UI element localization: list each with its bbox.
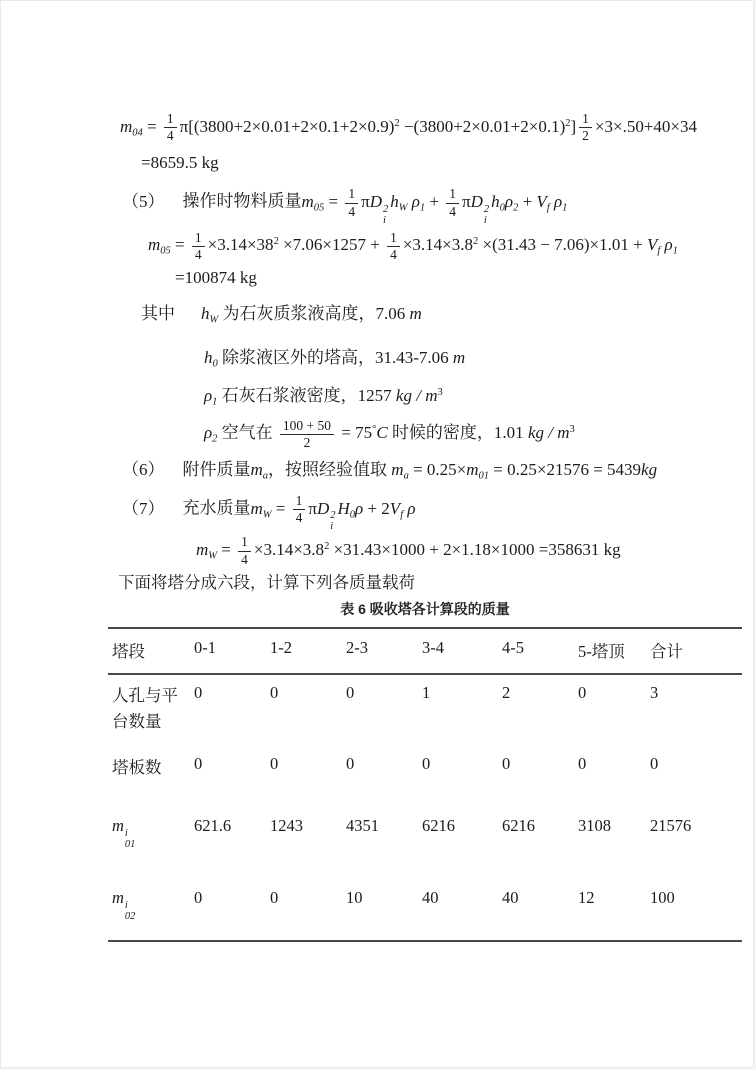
table-cell: 12 <box>578 888 595 908</box>
row-label <box>108 794 190 866</box>
row-label-m01-formula <box>112 816 137 851</box>
it-token: V <box>389 498 401 518</box>
table-cell: 3108 <box>578 816 611 836</box>
sub-token: W <box>398 202 408 214</box>
note-hw <box>201 304 422 326</box>
table-cell: 0 <box>194 683 203 703</box>
it-token: kg / m <box>395 386 438 406</box>
sub-token: W <box>208 550 218 562</box>
table-cell: 3 <box>650 683 659 703</box>
formula-m05-calculation <box>148 230 742 263</box>
qizhong-label: 其中 <box>141 304 175 324</box>
table-title: 表 6 吸收塔各计算段的质量 <box>340 601 510 618</box>
it-token: H <box>337 498 350 518</box>
item-5-line <box>122 186 742 225</box>
row-label: 塔板数 <box>112 758 162 778</box>
formula-mw-calc-expression <box>196 534 621 567</box>
sub-token: 2 <box>212 433 218 445</box>
t-token: = 0.25×21576 = 5439 <box>489 459 642 479</box>
it-token: m <box>196 539 209 559</box>
t-token: 时候的密度，1.01 <box>387 423 528 443</box>
sub-token: 1 <box>672 246 678 258</box>
document-content <box>108 111 742 942</box>
table-row-manholes <box>108 674 742 740</box>
it-token: ρ <box>504 192 514 212</box>
it-token: V <box>536 192 547 212</box>
t-token: + 2 <box>363 498 390 518</box>
it-token: V <box>646 235 658 255</box>
t-token: π[(3800+2×0.01+2×0.1+2×0.9) <box>179 116 395 136</box>
t-token: ×31.43×1000 + 2×1.18×1000 =358631 kg <box>329 539 621 559</box>
table-row-plates <box>108 740 742 794</box>
it-token: m <box>466 459 479 479</box>
col-header-2-3: 2-3 <box>346 638 368 658</box>
t-token: ×(31.43 − 7.06)×1.01 + <box>478 235 647 255</box>
sub-token: 2 <box>513 202 519 214</box>
it-token: h <box>390 192 399 212</box>
t-token: + <box>518 192 537 212</box>
subsup-token: i 02 <box>124 899 136 922</box>
t-token: = <box>271 498 290 518</box>
item-7-number: （7） <box>122 498 165 518</box>
sub-token: f <box>546 202 550 214</box>
table-cell: 0 <box>270 888 279 908</box>
table-cell: 0 <box>270 683 279 703</box>
table-cell: 0 <box>422 754 431 774</box>
t-token: = 0.25× <box>408 459 467 479</box>
frac-token: $\frac{100 + 50}{2}$ <box>280 418 334 451</box>
it-token: kg <box>641 459 658 479</box>
row-label <box>108 866 190 941</box>
item-6-number: （6） <box>122 459 165 479</box>
note-rho1 <box>204 386 443 409</box>
table-row-m01 <box>108 794 742 866</box>
t-token: ×3×.50+40×34 <box>594 116 698 136</box>
t-token: 除浆液区外的塔高，31.43-7.06 <box>217 348 453 368</box>
it-token: m <box>301 192 314 212</box>
it-token: m <box>112 888 124 908</box>
table-cell: 40 <box>422 888 439 908</box>
table-cell: 0 <box>194 754 203 774</box>
sub-token: 0 <box>212 359 218 371</box>
col-header-4-5: 4-5 <box>502 638 524 658</box>
note-h0 <box>204 348 466 371</box>
t-token: 空气在 <box>217 423 277 443</box>
it-token: ρ <box>204 386 213 406</box>
item-6-line <box>122 459 742 481</box>
table-cell: 0 <box>346 683 355 703</box>
table-cell: 0 <box>578 683 587 703</box>
formula-mw-calculation <box>196 534 742 567</box>
formula-m05-calc-expression <box>148 229 678 262</box>
it-token: m <box>120 116 133 136</box>
t-token: ×3.14×38 <box>207 235 274 255</box>
t-token: = <box>142 116 161 136</box>
sub-token: a <box>403 470 409 482</box>
t-token: + <box>425 192 444 212</box>
it-token: m <box>148 235 161 255</box>
formula-m05-result: =100874 kg <box>175 268 257 288</box>
item-6-title: 附件质量 <box>182 459 251 479</box>
col-header-1-2: 1-2 <box>270 638 292 658</box>
sub-token: 0 <box>499 202 505 214</box>
t-token: ×7.06×1257 + <box>278 235 385 255</box>
it-token: m <box>409 304 422 324</box>
subsup-token: 2 i <box>330 510 336 533</box>
sub-token: 01 <box>478 470 490 482</box>
it-token: h <box>201 304 210 324</box>
frac-token: $\frac{1}{4}$ <box>387 230 400 263</box>
it-token: m <box>452 348 466 368</box>
frac-token: $\frac{1}{2}$ <box>579 111 592 144</box>
table-cell: 0 <box>578 754 587 774</box>
it-token: D <box>316 498 330 518</box>
sup-token: 2 <box>565 117 571 129</box>
table-cell: 0 <box>270 754 279 774</box>
t-token: = <box>170 235 189 255</box>
table-cell: 4351 <box>346 816 379 836</box>
t-token: = 75 <box>337 423 373 443</box>
it-token: ρ <box>411 192 420 212</box>
t-token: = <box>217 539 236 559</box>
sup-token: 2 <box>394 117 400 129</box>
table-cell: 0 <box>346 754 355 774</box>
sup-token: 3 <box>569 424 575 436</box>
item-5-number: （5） <box>122 192 165 212</box>
it-token: D <box>470 192 483 212</box>
it-token: h <box>204 348 213 368</box>
sup-token: ° <box>372 424 377 436</box>
row-label <box>108 674 190 740</box>
mass-table <box>108 627 742 942</box>
formula-m04 <box>120 111 742 144</box>
sub-token: 05 <box>313 202 325 214</box>
sup-token: 3 <box>437 387 443 399</box>
t-token: π <box>462 192 471 212</box>
subsup-token: 2 i <box>383 203 389 226</box>
sub-token: f <box>400 509 404 521</box>
frac-token: $\frac{1}{4}$ <box>192 230 205 263</box>
it-token: ρ <box>355 498 364 518</box>
formula-ma <box>250 459 658 482</box>
t-token: −(3800+2×0.01+2×0.1) <box>399 116 566 136</box>
it-token: kg / m <box>527 423 570 443</box>
sub-token: 04 <box>132 127 143 139</box>
table-cell: 0 <box>650 754 659 774</box>
table-row-m02 <box>108 866 742 941</box>
it-token: m <box>250 459 263 479</box>
sub-token: 1 <box>419 202 426 214</box>
item-7-line <box>122 493 742 532</box>
table-cell: 100 <box>650 888 675 908</box>
sup-token: 2 <box>273 236 279 248</box>
table-cell: 6216 <box>422 816 455 836</box>
table-cell: 21576 <box>650 816 692 836</box>
it-token: m <box>391 459 404 479</box>
formula-mw-definition <box>250 493 416 533</box>
table-cell: 1243 <box>270 816 303 836</box>
formula-m04-expression <box>120 111 698 144</box>
item-5-title: 操作时物料质量 <box>182 192 302 212</box>
frac-token: $\frac{1}{4}$ <box>293 493 306 526</box>
it-token: ρ <box>204 423 213 443</box>
it-token: ρ <box>553 192 563 212</box>
t-token: = <box>324 192 343 212</box>
t-token: ×3.14×3.8 <box>253 539 325 559</box>
it-token: m <box>250 498 263 518</box>
table-cell: 1 <box>422 683 431 703</box>
subsup-token: i 01 <box>124 828 136 851</box>
formula-m05-definition <box>301 186 568 226</box>
item-7-title: 充水质量 <box>182 498 251 518</box>
it-token: h <box>491 192 500 212</box>
sub-token: W <box>262 509 272 521</box>
it-token: ρ <box>664 235 673 255</box>
col-header-total: 合计 <box>650 642 683 662</box>
sub-token: f <box>657 246 661 258</box>
sub-token: 1 <box>562 202 568 214</box>
col-header-segment: 塔段 <box>112 642 145 662</box>
note-rho2-line <box>204 418 742 451</box>
note-rho1-line <box>204 385 742 407</box>
col-header-0-1: 0-1 <box>194 638 216 658</box>
t-token: ，按照经验值取 <box>268 459 392 479</box>
it-token: D <box>369 192 382 212</box>
row-label-text: 人孔与平台数量 <box>112 686 178 731</box>
frac-token: $\frac{1}{4}$ <box>446 186 459 219</box>
t-token: π <box>361 192 370 212</box>
table-header-row <box>108 628 742 674</box>
row-label-m02-formula <box>112 888 137 922</box>
it-token: ρ <box>407 498 416 518</box>
t-token: 为石灰质浆液高度，7.06 <box>218 304 410 324</box>
t-token: ×3.14×3.8 <box>402 235 474 255</box>
table-cell: 0 <box>502 754 511 774</box>
t-token: ] <box>570 116 577 136</box>
sub-token: W <box>209 314 219 326</box>
sub-token: a <box>262 470 269 482</box>
sub-token: 05 <box>160 246 171 258</box>
sup-token: 2 <box>473 236 479 248</box>
table-cell: 10 <box>346 888 363 908</box>
table-cell: 621.6 <box>194 816 232 836</box>
it-token: m <box>112 816 124 836</box>
subsup-token: 2 i <box>483 203 490 226</box>
it-token: C <box>376 423 388 443</box>
sub-token: 1 <box>212 397 218 409</box>
intro-paragraph: 下面将塔分成六段，计算下列各质量载荷 <box>118 572 415 592</box>
note-rho2 <box>204 417 575 450</box>
sub-token: 0 <box>349 509 356 521</box>
sup-token: 2 <box>324 541 330 553</box>
frac-token: $\frac{1}{4}$ <box>238 534 251 567</box>
t-token: 石灰石浆液密度，1257 <box>217 386 396 406</box>
frac-token: $\frac{1}{4}$ <box>345 186 358 219</box>
col-header-5-top: 5-塔顶 <box>578 642 625 662</box>
col-header-3-4: 3-4 <box>422 638 444 658</box>
note-hw-line <box>141 303 742 325</box>
table-cell: 6216 <box>502 816 535 836</box>
frac-token: $\frac{1}{4}$ <box>164 111 177 144</box>
table-cell: 2 <box>502 683 511 703</box>
note-h0-line <box>204 347 742 369</box>
table-cell: 0 <box>194 888 203 908</box>
formula-m04-result: =8659.5 kg <box>141 153 219 173</box>
t-token: π <box>308 498 317 518</box>
table-cell: 40 <box>502 888 519 908</box>
